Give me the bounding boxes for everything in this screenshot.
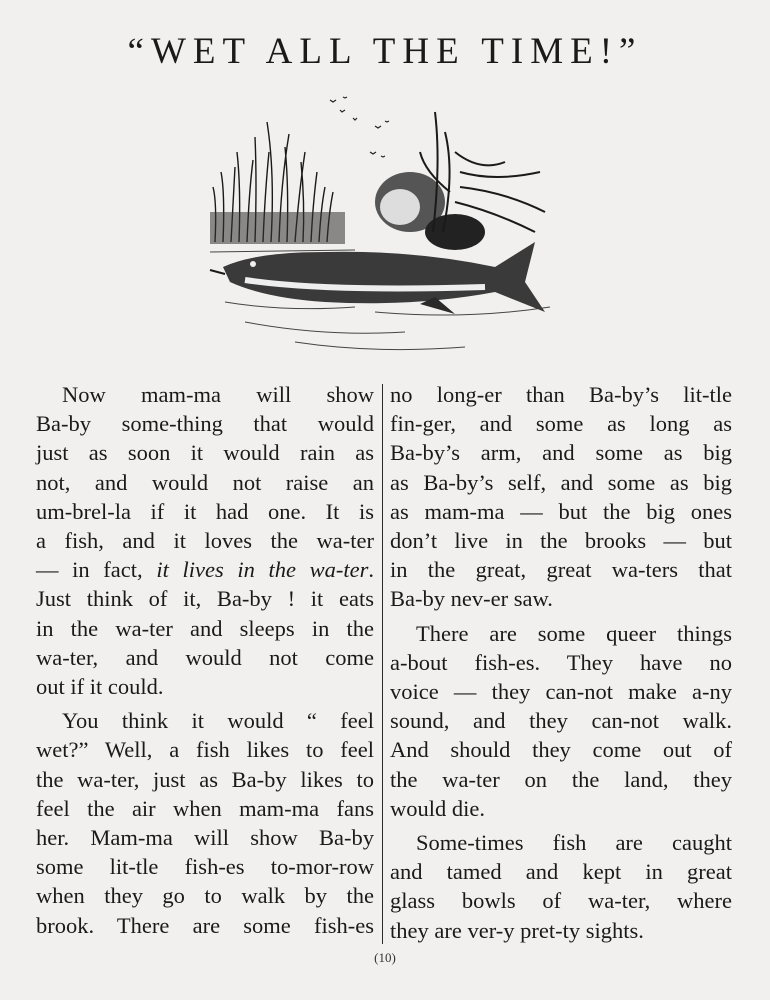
column-divider [382, 384, 383, 944]
text-segment: — in fact, [36, 557, 157, 583]
text-line: sound, and they can-not walk. [390, 708, 732, 734]
text-segment: . [368, 557, 375, 583]
right-text-column [390, 380, 732, 945]
text-line: brook. There are some fish-es [36, 912, 374, 938]
text-line: not, and would not raise an [36, 469, 374, 495]
text-line: no long-er than Ba-by’s lit-tle [390, 382, 732, 407]
fish-illustration [205, 92, 560, 367]
text-line: fin-ger, and some as long as [390, 411, 732, 437]
text-line: and tamed and kept in great [390, 859, 732, 885]
rocks-foliage [375, 112, 545, 250]
text-line: would die. [390, 795, 485, 821]
text-line: Now mam-ma will show [62, 382, 374, 407]
text-line: don’t live in the brooks — but [390, 528, 732, 554]
text-line: wet?” Well, a fish likes to feel [36, 737, 374, 763]
text-line: a-bout fish-es. They have no [390, 649, 732, 675]
italic-text-segment: it lives in the wa-ter [156, 557, 369, 583]
text-line: Ba-by some-thing that would [36, 411, 374, 437]
page-number: (10) [374, 950, 396, 965]
text-line: the wa-ter, just as Ba-by likes to [36, 766, 374, 792]
text-line: feel the air when mam-ma fans [36, 795, 374, 821]
text-line: just as soon it would rain as [36, 440, 374, 466]
birds [330, 97, 389, 157]
page-title: “WET ALL THE TIME!” [127, 31, 643, 72]
text-line: her. Mam-ma will show Ba-by [36, 825, 374, 851]
text-line: a fish, and it loves the wa-ter [36, 528, 374, 554]
text-line: You think it would “ feel [62, 708, 374, 734]
left-text-column [36, 380, 374, 940]
text-line: um-brel-la if it had one. It is [36, 498, 374, 524]
text-line: glass bowls of wa-ter, where [390, 888, 732, 914]
text-line: as Ba-by’s self, and some as big [390, 469, 732, 495]
text-line: in the wa-ter and sleeps in the [36, 615, 374, 641]
text-line: And should they come out of [390, 737, 732, 763]
text-line: wa-ter, and would not come [36, 644, 374, 670]
text-line: as mam-ma — but the big ones [390, 498, 732, 524]
text-line [36, 555, 374, 584]
text-line: There are some queer things [416, 620, 732, 646]
text-line: in the great, great wa-ters that [390, 557, 732, 583]
text-line: Some-times fish are caught [416, 830, 732, 856]
text-line: they are ver-y pret-ty sights. [390, 917, 644, 943]
text-line: out if it could. [36, 674, 164, 700]
text-line: when they go to walk by the [36, 883, 374, 909]
pike-fish [210, 242, 545, 314]
text-line: Ba-by’s arm, and some as big [390, 440, 732, 466]
text-line: voice — they can-not make a-ny [390, 679, 732, 705]
text-line: some lit-tle fish-es to-mor-row [36, 854, 374, 880]
text-line: the wa-ter on the land, they [390, 766, 732, 792]
text-line: Ba-by nev-er saw. [390, 586, 553, 612]
text-line: Just think of it, Ba-by ! it eats [36, 586, 374, 612]
